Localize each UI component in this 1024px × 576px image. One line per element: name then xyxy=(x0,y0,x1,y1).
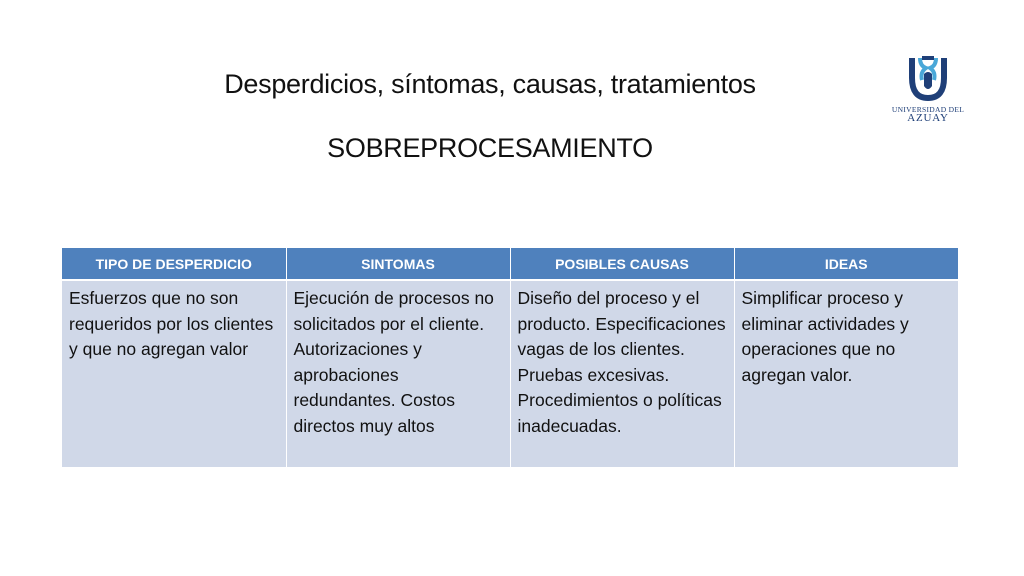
logo-caption xyxy=(884,105,972,123)
cell-sintomas: Ejecución de procesos no solicitados por el cliente. Autorizaciones y aprobaciones redundantes. Costos directos muy altos xyxy=(286,280,510,467)
slide-title: Desperdicios, síntomas, causas, tratamientos xyxy=(224,69,756,99)
cell-tipo-de-desperdicio: Esfuerzos que no son requeridos por los clientes y que no agregan valor xyxy=(62,280,286,467)
university-logo xyxy=(884,52,972,134)
waste-table xyxy=(62,248,958,467)
logo-line-2: AZUAY xyxy=(907,112,949,124)
logo-line-1: UNIVERSIDAD DEL xyxy=(891,105,965,114)
university-emblem-icon xyxy=(884,52,972,108)
cell-ideas: Simplificar proceso y eliminar actividades y operaciones que no agregan valor. xyxy=(734,280,958,467)
slide-subtitle: SOBREPROCESAMIENTO xyxy=(327,133,653,163)
table-header-row xyxy=(62,248,958,280)
header-ideas: IDEAS xyxy=(734,248,958,280)
header-sintomas: SINTOMAS xyxy=(286,248,510,280)
header-posibles-causas: POSIBLES CAUSAS xyxy=(510,248,734,280)
cell-posibles-causas: Diseño del proceso y el producto. Especificaciones vagas de los clientes. Pruebas excesivas. Procedimientos o políticas inadecuadas. xyxy=(510,280,734,467)
table-row xyxy=(62,280,958,467)
header-tipo-de-desperdicio: TIPO DE DESPERDICIO xyxy=(62,248,286,280)
